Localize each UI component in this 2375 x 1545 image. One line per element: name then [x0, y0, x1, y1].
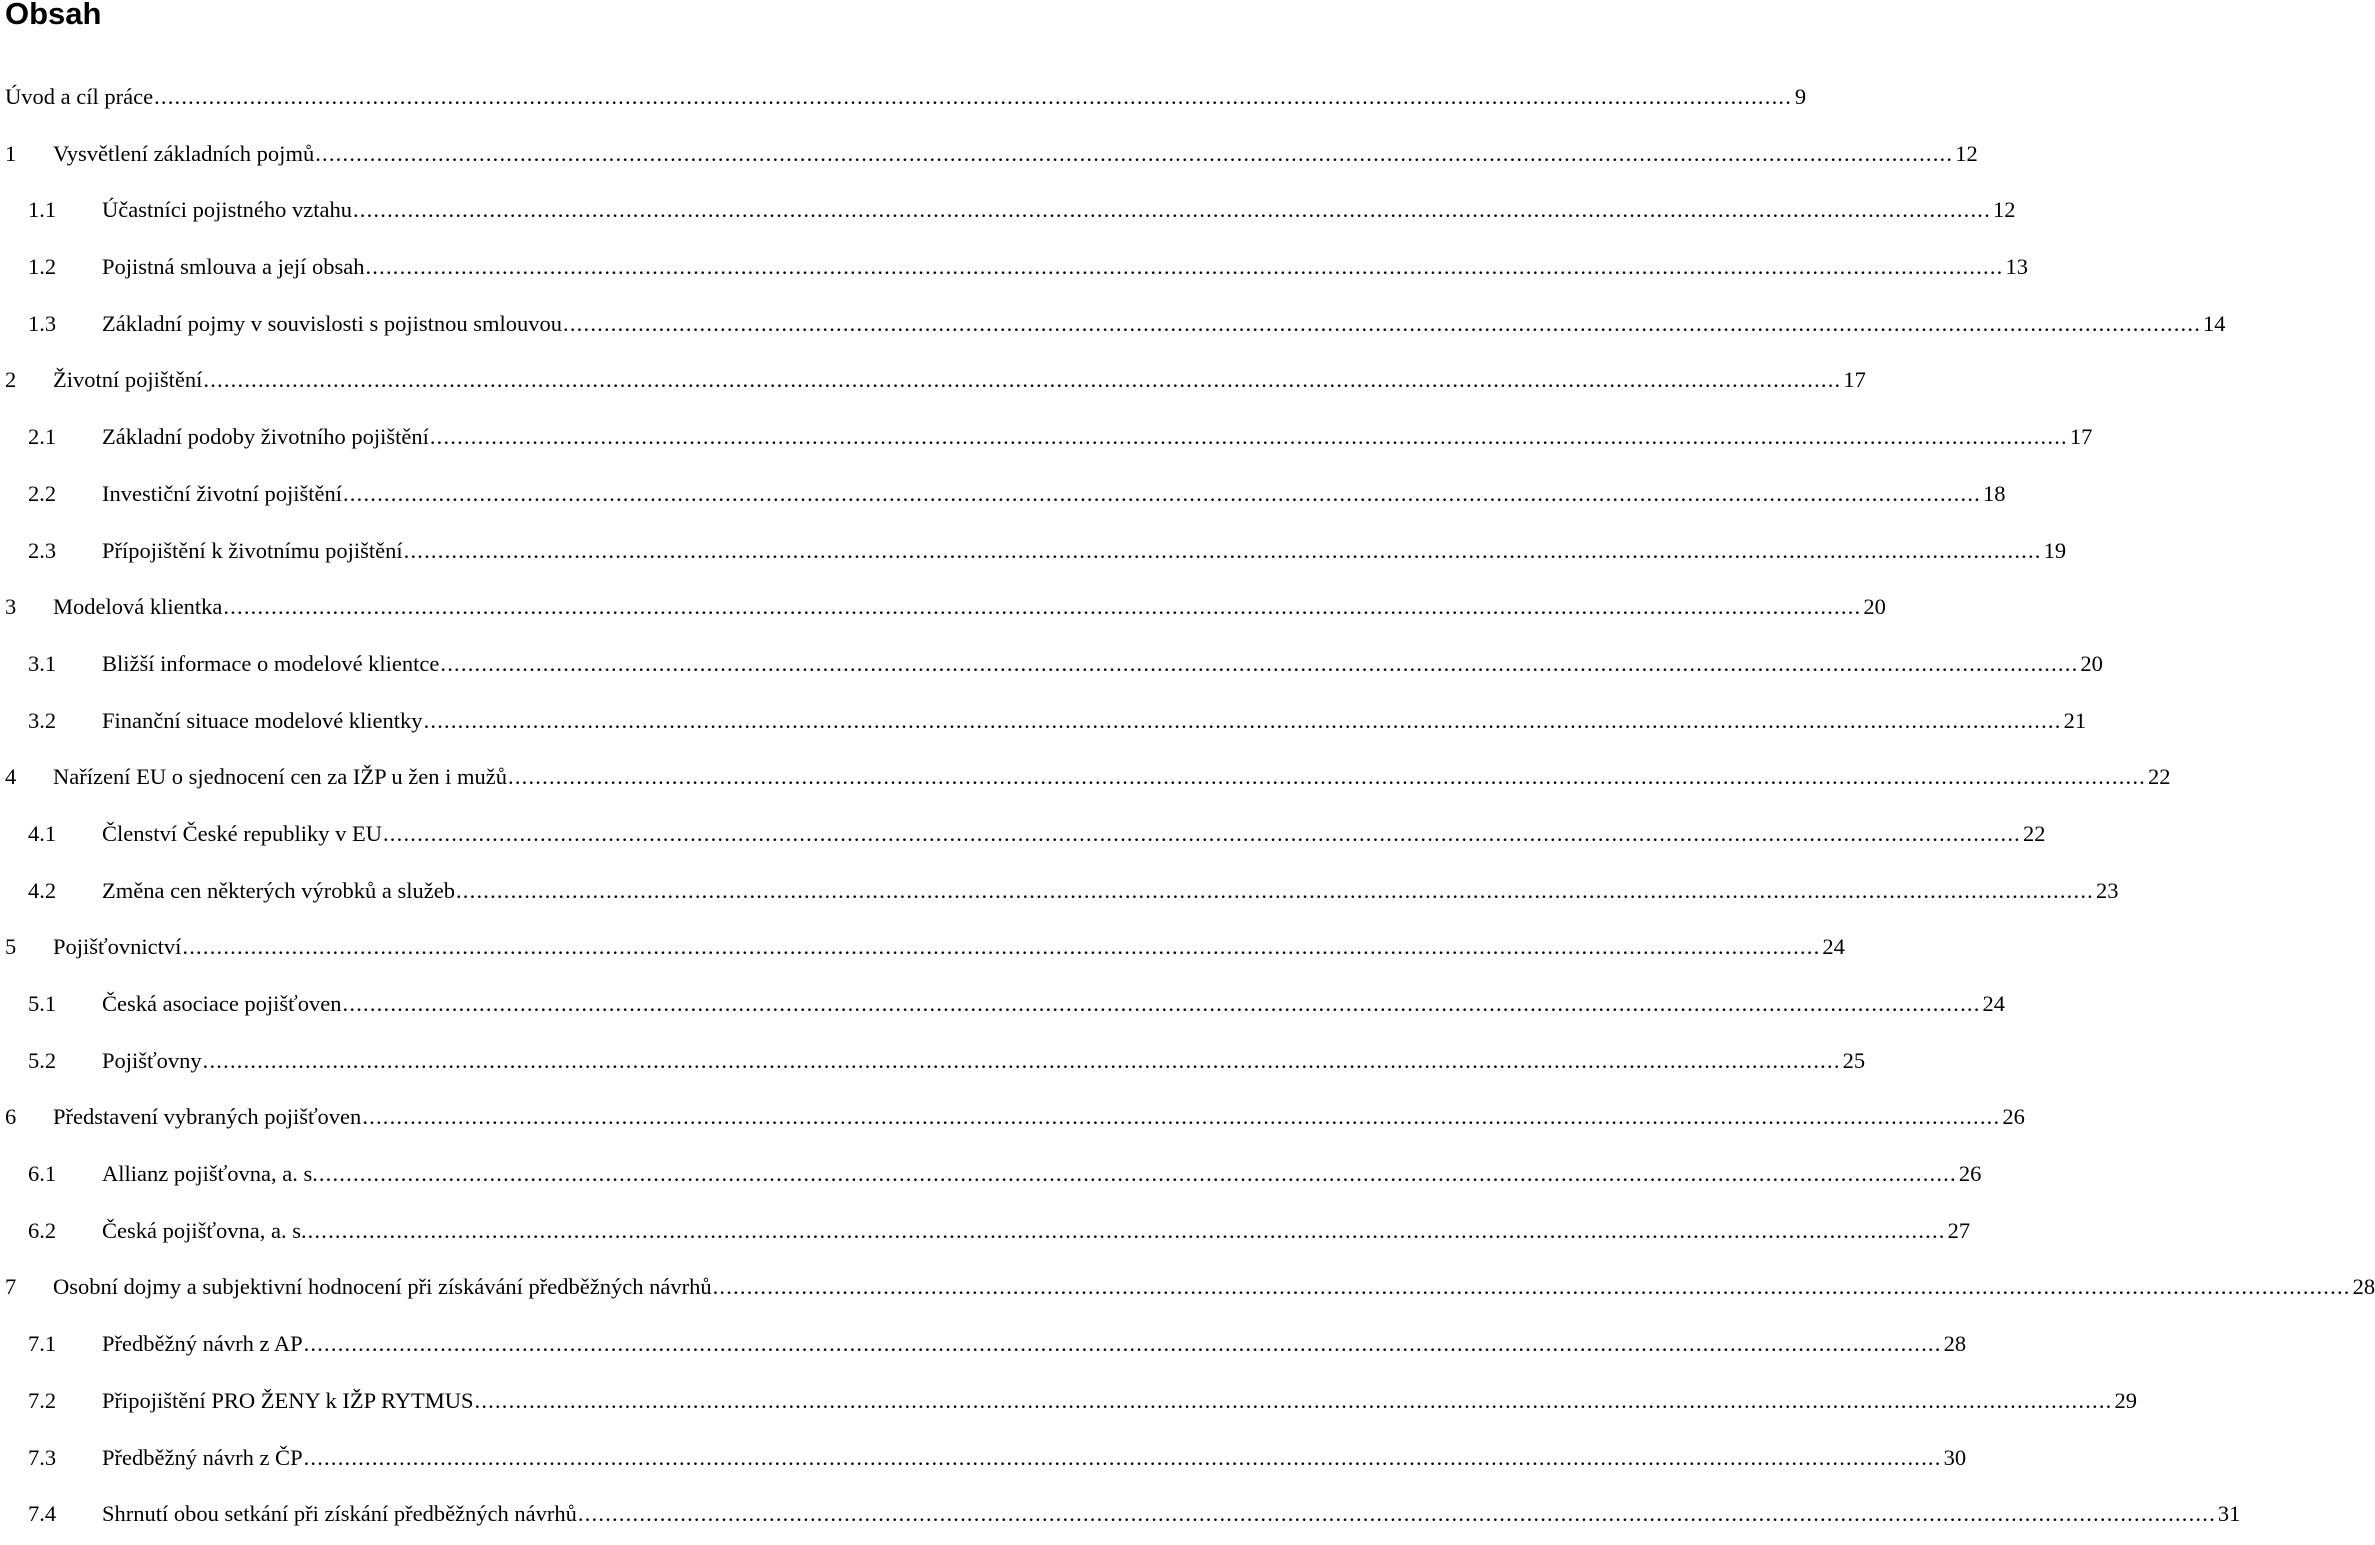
toc-entry-title: Pojistná smlouva a její obsah	[102, 254, 365, 280]
toc-entry-number: 7	[5, 1274, 17, 1300]
toc-entry[interactable]	[0, 695, 2087, 752]
toc-dot-leader	[304, 1318, 1942, 1370]
toc-entry[interactable]	[0, 581, 1886, 638]
toc-entry-page-number: 17	[1843, 367, 1866, 393]
toc-entry-page-number: 9	[1794, 84, 1807, 109]
toc-entry-number: 6.1	[28, 1161, 57, 1187]
toc-entry-title: Životní pojištění	[53, 367, 203, 393]
toc-entry-page-number: 20	[2080, 650, 2103, 676]
toc-entry-number: 1.1	[28, 197, 57, 223]
toc-entry-number: 6.2	[28, 1217, 57, 1243]
toc-entry-title: Změna cen některých výrobků a služeb	[102, 877, 455, 903]
toc-entry[interactable]	[0, 354, 1866, 411]
toc-dot-leader	[315, 128, 1953, 180]
toc-dot-leader	[424, 695, 2062, 747]
toc-entry-page-number: 25	[1842, 1047, 1866, 1073]
toc-dot-leader	[203, 354, 1841, 406]
toc-entry-page-number: 30	[1943, 1444, 1967, 1470]
toc-dot-leader	[304, 1432, 1942, 1484]
toc-entry[interactable]	[0, 1205, 1971, 1262]
toc-entry-page-number: 21	[2063, 707, 2087, 733]
toc-entry-title: Modelová klientka	[53, 594, 223, 620]
toc-entry[interactable]	[0, 1432, 1967, 1489]
toc-entry[interactable]	[0, 298, 2226, 355]
toc-entry[interactable]	[0, 808, 2046, 865]
toc-dot-leader	[343, 468, 1981, 520]
toc-entry-title: Osobní dojmy a subjektivní hodnocení při získávání předběžných návrhů	[53, 1274, 712, 1300]
toc-dot-leader	[308, 1205, 1946, 1257]
toc-dot-leader	[182, 921, 1820, 973]
toc-entry-page-number: 29	[2114, 1387, 2137, 1413]
toc-entry-title: Připojištění PRO ŽENY k IŽP RYTMUS	[102, 1387, 474, 1413]
toc-entry[interactable]	[0, 1035, 1866, 1092]
toc-dot-leader	[475, 1375, 2113, 1427]
toc-entry-title: Pojišťovny	[102, 1047, 202, 1073]
toc-entry-number: 3.1	[28, 650, 57, 676]
toc-dot-leader	[713, 1261, 2351, 1313]
toc-heading: Obsah	[5, 0, 102, 31]
toc-entry-page-number: 31	[2217, 1501, 2241, 1527]
toc-entry-page-number: 20	[1863, 594, 1886, 620]
toc-entry-number: 7.4	[28, 1501, 57, 1527]
toc-entry[interactable]	[0, 241, 2028, 298]
toc-entry-page-number: 13	[2005, 254, 2028, 280]
toc-entry-title: Investiční životní pojištění	[102, 480, 342, 506]
toc-entry-page-number: 22	[2022, 820, 2046, 846]
toc-entry-page-number: 17	[2069, 424, 2093, 450]
toc-entry-number: 7.1	[28, 1331, 57, 1357]
toc-entry-number: 7.3	[28, 1444, 57, 1470]
toc-entry-page-number: 19	[2043, 537, 2067, 563]
toc-entry-title: Představení vybraných pojišťoven	[53, 1104, 362, 1130]
toc-entry-title: Česká asociace pojišťoven	[102, 991, 342, 1016]
toc-entry-number: 2.1	[28, 424, 57, 450]
toc-entry[interactable]	[0, 1375, 2137, 1432]
toc-dot-leader	[430, 411, 2068, 463]
toc-dot-leader	[440, 638, 2078, 690]
toc-entry[interactable]	[0, 184, 2016, 241]
toc-entry-number: 4.1	[28, 820, 57, 846]
toc-entry-title: Základní podoby životního pojištění	[102, 424, 429, 450]
toc-entry-title: Allianz pojišťovna, a. s.	[102, 1161, 318, 1187]
toc-entry-title: Pojišťovnictví	[53, 934, 182, 960]
toc-entry[interactable]	[0, 468, 2006, 525]
toc-entry-number: 5.1	[28, 991, 57, 1016]
toc-dot-leader	[456, 865, 2094, 917]
toc-entry-title: Přípojištění k životnímu pojištění	[102, 537, 403, 563]
toc-entry-title: Předběžný návrh z ČP	[102, 1444, 303, 1470]
toc-entry-title: Shrnutí obou setkání při získání předběžných návrhů	[102, 1501, 577, 1527]
toc-entry-number: 7.2	[28, 1387, 57, 1413]
toc-dot-leader	[362, 1091, 2000, 1143]
toc-dot-leader	[223, 581, 1861, 633]
table-of-contents	[0, 71, 2375, 1545]
toc-entry-page-number: 24	[1822, 934, 1845, 960]
toc-entry-number: 2.3	[28, 537, 57, 563]
toc-entry-title: Účastníci pojistného vztahu	[102, 197, 352, 223]
toc-dot-leader	[404, 525, 2042, 577]
toc-entry-title: Vysvětlení základních pojmů	[53, 140, 315, 166]
toc-dot-leader	[154, 71, 1792, 123]
toc-entry[interactable]	[0, 525, 2067, 582]
toc-entry-page-number: 24	[1982, 991, 2006, 1016]
toc-entry-number: 1.3	[28, 310, 57, 336]
toc-entry-title: Předběžný návrh z AP	[102, 1331, 303, 1357]
toc-entry-number: 3	[5, 594, 17, 620]
toc-entry-number: 5	[5, 934, 17, 960]
toc-entry-title: Členství České republiky v EU	[102, 820, 382, 846]
toc-entry-title: Úvod a cíl práce	[5, 84, 154, 109]
toc-dot-leader	[203, 1035, 1841, 1087]
toc-entry-title: Finanční situace modelové klientky	[102, 707, 423, 733]
toc-entry-page-number: 14	[2203, 310, 2226, 336]
toc-entry[interactable]	[0, 71, 1807, 128]
toc-entry-number: 4	[5, 764, 17, 790]
toc-entry-page-number: 26	[2002, 1104, 2025, 1130]
toc-entry[interactable]	[0, 865, 2119, 922]
toc-entry-title: Česká pojišťovna, a. s.	[102, 1217, 307, 1243]
toc-entry[interactable]	[0, 1261, 2375, 1318]
toc-entry-page-number: 27	[1947, 1217, 1971, 1243]
toc-entry-title: Nařízení EU o sjednocení cen za IŽP u žen i mužů	[53, 764, 507, 790]
toc-entry[interactable]	[0, 1148, 1982, 1205]
toc-entry-number: 2.2	[28, 480, 57, 506]
toc-dot-leader	[319, 1148, 1957, 1200]
toc-entry-number: 2	[5, 367, 17, 393]
toc-dot-leader	[383, 808, 2021, 860]
toc-entry[interactable]	[0, 1488, 2241, 1545]
toc-dot-leader	[353, 184, 1991, 236]
toc-dot-leader	[365, 241, 2003, 293]
toc-entry[interactable]	[0, 921, 1845, 978]
toc-entry-number: 1	[5, 140, 17, 166]
toc-entry-number: 6	[5, 1104, 17, 1130]
toc-dot-leader	[578, 1488, 2216, 1540]
toc-entry-number: 4.2	[28, 877, 57, 903]
toc-entry[interactable]	[0, 1318, 1967, 1375]
toc-entry[interactable]	[0, 1091, 2025, 1148]
toc-entry-number: 3.2	[28, 707, 57, 733]
toc-entry-page-number: 28	[2352, 1274, 2375, 1300]
toc-entry-title: Základní pojmy v souvislosti s pojistnou smlouvou	[102, 310, 563, 336]
toc-entry[interactable]	[0, 638, 2103, 695]
toc-entry-page-number: 12	[1992, 197, 2016, 223]
toc-entry-number: 1.2	[28, 254, 57, 280]
toc-entry-page-number: 12	[1955, 140, 1978, 166]
toc-entry-page-number: 18	[1982, 480, 2006, 506]
toc-dot-leader	[343, 978, 1981, 1030]
toc-entry-page-number: 23	[2095, 877, 2119, 903]
toc-entry-page-number: 28	[1943, 1331, 1967, 1357]
toc-entry[interactable]	[0, 978, 2006, 1035]
toc-dot-leader	[508, 751, 2146, 803]
toc-entry[interactable]	[0, 411, 2093, 468]
toc-entry[interactable]	[0, 751, 2171, 808]
toc-entry-page-number: 26	[1958, 1161, 1982, 1187]
toc-dot-leader	[563, 298, 2201, 350]
toc-entry-title: Bližší informace o modelové klientce	[102, 650, 440, 676]
toc-entry[interactable]	[0, 128, 1978, 185]
toc-entry-page-number: 22	[2148, 764, 2171, 790]
toc-entry-number: 5.2	[28, 1047, 57, 1073]
